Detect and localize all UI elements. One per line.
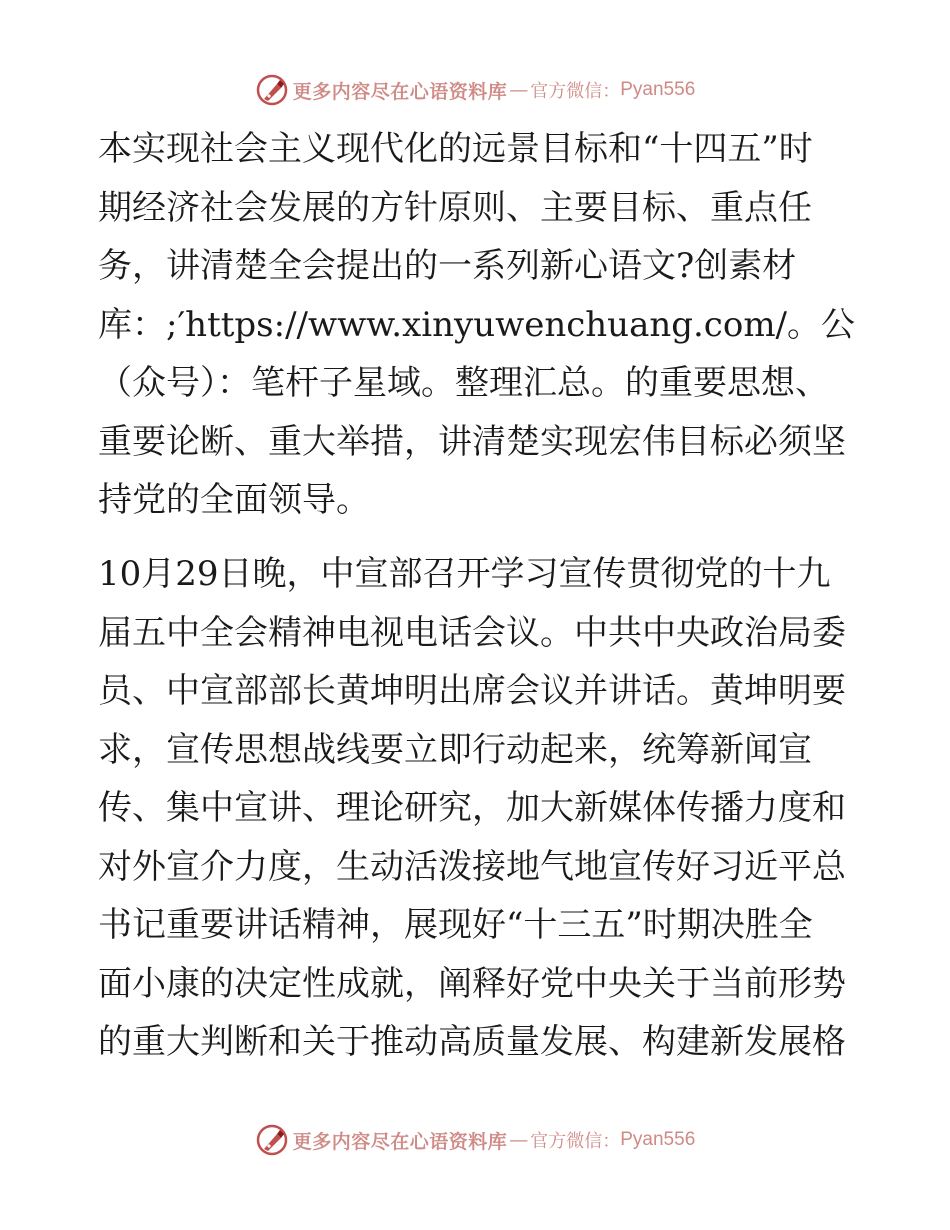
text-line: 书记重要讲话精神，展现好“十三五”时期决胜全	[98, 905, 813, 945]
text-line: 务，讲清楚全会提出的一系列新心语文?创素材	[98, 246, 797, 286]
text-line: （众号）：笔杆子星域。整理汇总。的重要思想、	[98, 363, 829, 403]
text-line: 的重大判断和关于推动高质量发展、构建新发展格	[98, 1022, 846, 1062]
pen-nib-logo-icon	[255, 73, 289, 107]
watermark-dash: —	[509, 79, 529, 101]
paragraph-2	[98, 545, 858, 1130]
footer-watermark	[0, 1120, 950, 1160]
text-line: 传、集中宣讲、理论研究，加大新媒体传播力度和	[98, 788, 846, 828]
text-line: 重要论断、重大举措，讲清楚实现宏伟目标必须坚	[98, 421, 846, 462]
text-line: 员、中宣部部长黄坤明出席会议并讲话。黄坤明要	[98, 671, 846, 711]
text-line: 届五中全会精神电视电话会议。中共中央政治局委	[98, 612, 846, 653]
text-line: 面小康的决定性成就，阐释好党中央关于当前形势	[98, 963, 846, 1004]
watermark-wechat-id: Pyan556	[620, 79, 696, 100]
text-line: 持党的全面领导。	[98, 480, 370, 520]
watermark-wechat-id: Pyan556	[620, 1129, 696, 1150]
header-watermark	[0, 70, 950, 110]
watermark-label: 官方微信：	[530, 1131, 621, 1152]
paragraph-1	[98, 120, 858, 530]
watermark-title: 更多内容尽在心语资料库	[292, 80, 508, 103]
text-line: 本实现社会主义现代化的远景目标和“十四五”时	[98, 129, 813, 169]
watermark-title: 更多内容尽在心语资料库	[292, 1130, 508, 1153]
text-line: 库：;′https://www.xinyuwenchuang.com/。公	[98, 304, 856, 345]
watermark-label: 官方微信：	[530, 81, 621, 102]
text-line: 对外宣介力度，生动活泼接地气地宣传好习近平总	[98, 846, 846, 887]
text-line: 10月29日晚，中宣部召开学习宣传贯彻党的十九	[98, 554, 831, 594]
watermark-dash: —	[509, 1129, 529, 1151]
text-line: 期经济社会发展的方针原则、主要目标、重点任	[98, 187, 812, 228]
pen-nib-logo-icon	[255, 1123, 289, 1157]
text-line: 求，宣传思想战线要立即行动起来，统筹新闻宣	[98, 729, 812, 770]
